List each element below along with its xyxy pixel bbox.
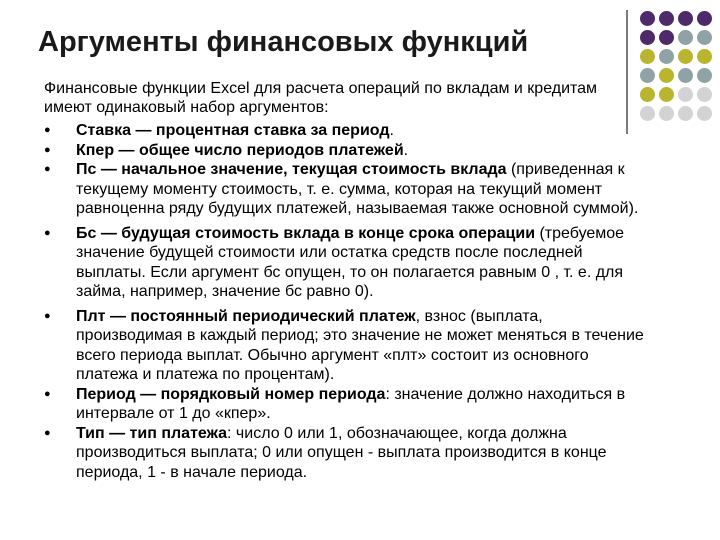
argument-term: Пс — начальное значение, текущая стоимость вклада bbox=[76, 161, 507, 178]
decorative-dot bbox=[659, 11, 674, 26]
slide-title: Аргументы финансовых функций bbox=[38, 26, 529, 58]
argument-term: Плт — постоянный периодический платеж bbox=[76, 307, 416, 325]
argument-list bbox=[44, 121, 644, 482]
decorative-dot bbox=[640, 49, 655, 64]
decorative-dot bbox=[678, 87, 693, 102]
argument-term: Кпер — общее число периодов платежей bbox=[76, 141, 404, 159]
decorative-dot-grid bbox=[640, 11, 712, 122]
decorative-dot bbox=[659, 49, 674, 64]
decorative-dot bbox=[697, 49, 712, 64]
list-item-plt bbox=[44, 307, 644, 385]
decorative-dot bbox=[697, 68, 712, 83]
argument-description: , взнос (выплата, производимая в каждый период; это значение не может меняться в течение всего периода выплат. Обычно аргумент «плт» состоит из основного платежа и платежа по процентам). bbox=[76, 307, 644, 383]
argument-term: Ставка — процентная ставка за период bbox=[76, 122, 390, 139]
decorative-dot bbox=[678, 106, 693, 121]
intro-text: Финансовые функции Excel для расчета операций по вкладам и кредитам имеют одинаковый набор аргументов: bbox=[44, 80, 598, 116]
argument-term: Тип — тип платежа bbox=[76, 424, 228, 442]
list-item-stavka bbox=[44, 121, 644, 141]
argument-description: (требуемое значение будущей стоимости или остатка средств после последней выплаты. Если аргумент бс опущен, то он полагается равным 0 , т. е. для займа, например, значение бс равно 0). bbox=[76, 224, 625, 300]
argument-description: . bbox=[389, 122, 394, 139]
bullet-icon: ● bbox=[44, 426, 51, 439]
decorative-dot bbox=[678, 30, 693, 45]
decorative-dot bbox=[697, 11, 712, 26]
decorative-divider bbox=[626, 10, 628, 134]
decorative-dot bbox=[659, 30, 674, 45]
list-item-period bbox=[44, 385, 644, 424]
decorative-dot bbox=[678, 11, 693, 26]
decorative-dot bbox=[640, 87, 655, 102]
argument-description: (приведенная к текущему моменту стоимость, т. е. сумма, которая на текущий момент равноценна ряду будущих платежей, называемая также основной суммой). bbox=[76, 161, 639, 217]
bullet-icon: ● bbox=[44, 387, 51, 400]
decorative-dot bbox=[659, 68, 674, 83]
argument-term: Период — порядковый номер периода bbox=[76, 385, 386, 403]
decorative-dot bbox=[697, 87, 712, 102]
bullet-icon: ● bbox=[44, 226, 51, 239]
bullet-icon: ● bbox=[44, 163, 51, 175]
list-item-tip bbox=[44, 424, 644, 483]
list-item-kper bbox=[44, 141, 644, 161]
decorative-dot bbox=[697, 106, 712, 121]
decorative-dot bbox=[640, 68, 655, 83]
decorative-dot bbox=[640, 30, 655, 45]
decorative-dot bbox=[697, 30, 712, 45]
bullet-icon: ● bbox=[44, 143, 51, 156]
argument-description: . bbox=[403, 141, 409, 159]
list-item-ps bbox=[44, 160, 644, 219]
decorative-dot bbox=[659, 87, 674, 102]
list-item-bs bbox=[44, 224, 644, 302]
decorative-dot bbox=[678, 68, 693, 83]
decorative-dot bbox=[640, 11, 655, 26]
bullet-icon: ● bbox=[44, 309, 51, 322]
bullet-icon: ● bbox=[44, 124, 51, 136]
decorative-dot bbox=[678, 49, 693, 64]
argument-description: : число 0 или 1, обозначающее, когда должна производиться выплата; 0 или опущен - выплата производится в конце периода, 1 - в начале периода. bbox=[76, 424, 607, 481]
decorative-dot bbox=[659, 106, 674, 121]
argument-description: : значение должно находиться в интервале от 1 до «кпер». bbox=[76, 385, 626, 422]
argument-term: Бс — будущая стоимость вклада в конце срока операции bbox=[76, 224, 536, 242]
decorative-dot bbox=[640, 106, 655, 121]
